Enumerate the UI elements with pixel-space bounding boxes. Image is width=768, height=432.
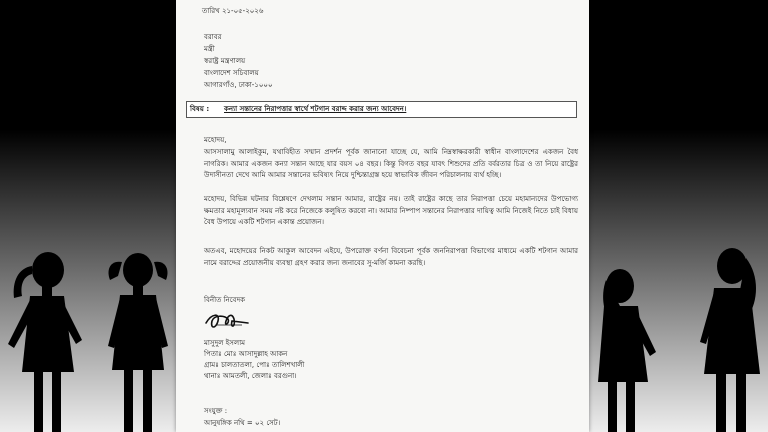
subject-text: কন্যা সন্তানের নিরাপত্তার স্বার্থে শটগান বরাদ্দ করার জন্য আবেদন।: [224, 105, 407, 113]
sender-father: পিতাঃ মোঃ আসাদুল্লাহ আকন: [204, 350, 288, 358]
signature: [202, 309, 250, 333]
paragraph-1: আসসালামু আলাইকুম, যথাবিহীত সম্মান প্রদর্শন পূর্বক জানানো যাচ্ছে যে, আমি নিম্নস্বাক্ষরকারী স্বাধীন বাংলাদেশের একজন বৈধ নাগরিক। আমার একজন কন্যা সন্তান আছে যার বয়স ০৪ বছর। কিন্তু বিগত বছর যাবৎ শিশুদের প্রতি বর্বরতার চিত্র ও তা নিয়ে রাষ্ট্রের উদাসীনতা দেখে আমি আমার সন্তানের ভবিষ্যৎ নিয়ে দুশ্চিন্তাগ্রস্ত হয়ে স্বাভাবিক জীবন পরিচালনায় ব্যর্থ হচ্ছি।: [204, 148, 578, 180]
letter-date: তারিখ ২১-০৫-২০২৬: [202, 7, 264, 15]
girl-silhouette-left-2: [98, 252, 176, 432]
girl-silhouette-right-2: [688, 246, 768, 432]
paragraph-2: মহোদয়, বিভিন্ন ঘটনার বিশ্লেষণে দেখলাম সন্তান আমার, রাষ্ট্রের নয়। তাই রাষ্ট্রের কাছে তার নিরাপত্তা চেয়ে মহামান্যদের উপভোগ্য ক্ষমতার মহামূল্যবান সময় নষ্ট করে নিজেকে কলুষিত করবো না। আমার নিষ্পাপ সন্তানের নিরাপত্তার দায়িত্ব আমি নিজেই নিতে চাই বিধায় বৈধ উপায়ে একটি শটগান একান্ত প্রয়োজন।: [204, 195, 578, 227]
paragraph-3: অতএব, মহোদয়ের নিকট আকুল আবেদন এইযে, উপরোক্ত বর্ণনা বিবেচনা পূর্বক জননিরাপত্তা বিভাগের মাধ্যমে একটি শটগান আমার নামে বরাদ্দের প্রয়োজনীয় ব্যবস্থা গ্রহণ করার জন্য জনাবের সু-মর্জি কামনা করছি।: [204, 247, 578, 267]
sender-village: গ্রামঃ চালতাতলা, পোঃ তালিশখালী: [204, 361, 305, 369]
closing: বিনীত নিবেদক: [204, 296, 246, 304]
subject-prefix: বিষয় :: [190, 105, 210, 113]
girl-silhouette-right-1: [590, 266, 660, 432]
recipient-address: আগারগাঁও, ঢাকা-১০০০: [204, 81, 273, 89]
recipient-title: মন্ত্রী: [204, 45, 215, 53]
enclosure-item: আনুষঙ্গিক নথি = ০২ সেট।: [204, 419, 281, 427]
recipient-ministry: স্বরাষ্ট্র মন্ত্রণালয়: [204, 57, 246, 65]
recipient-to: বরাবর: [204, 33, 222, 41]
enclosure-label: সংযুক্ত :: [204, 407, 228, 415]
letter-page: [176, 0, 589, 432]
sender-name: মাসুদুল ইসলাম: [204, 339, 246, 347]
sender-district: থানাঃ আমতলী, জেলাঃ বরগুনা।: [204, 372, 297, 380]
recipient-secretariat: বাংলাদেশ সচিবালয়: [204, 69, 259, 77]
salutation: মহোদয়,: [204, 136, 227, 144]
girl-silhouette-left-1: [0, 252, 88, 432]
